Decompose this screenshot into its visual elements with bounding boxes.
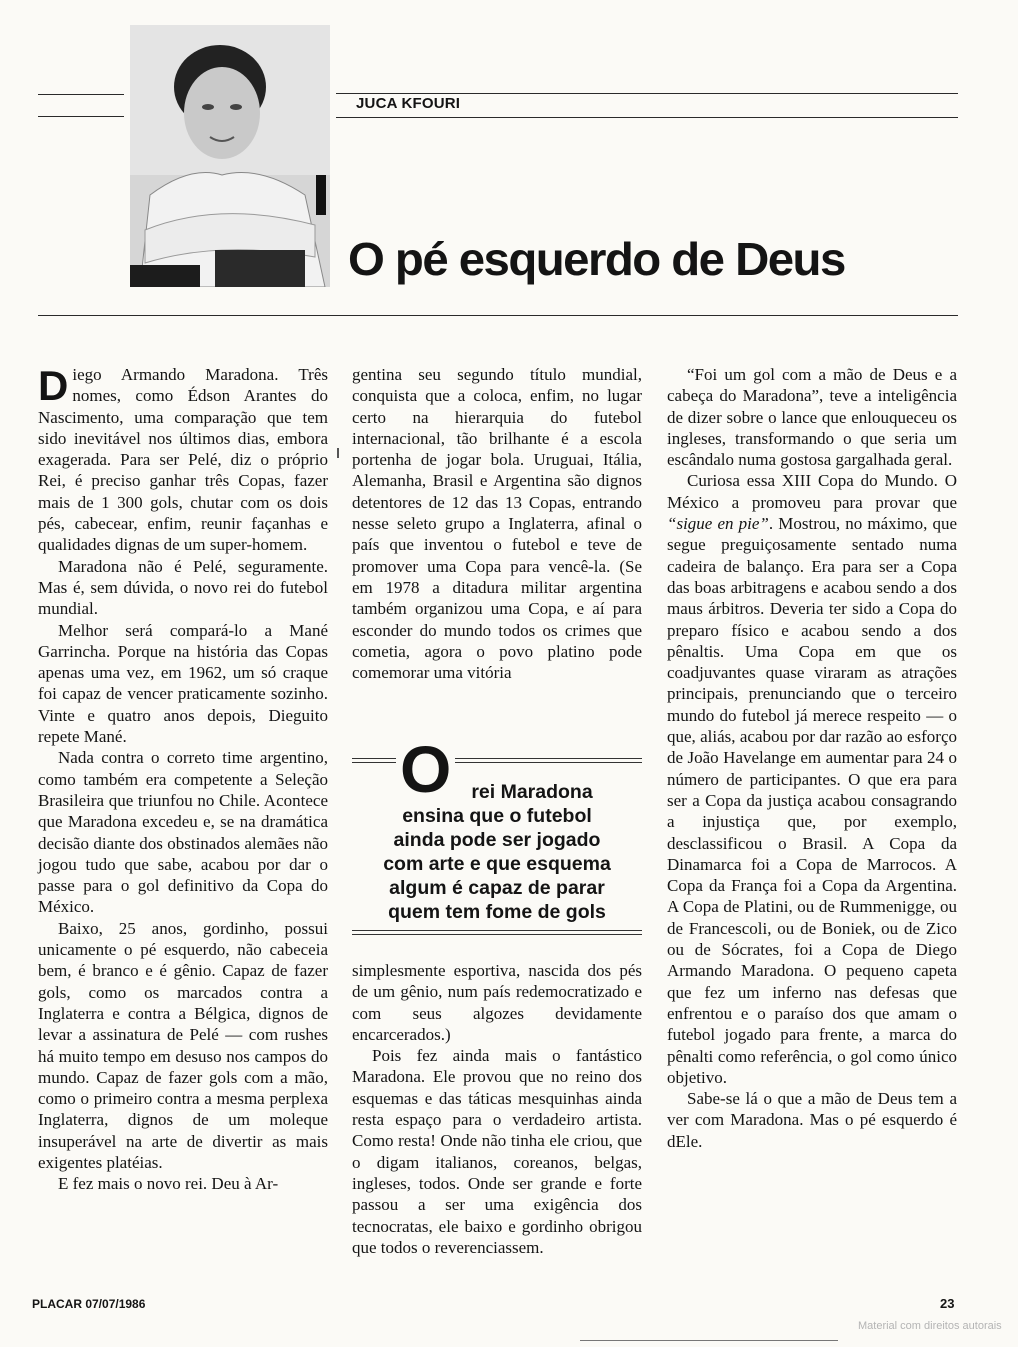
paragraph-text: . Mostrou, no máximo, que segue preguiçosamente sentado numa cadeira de balanço. Era para ser a Copa das boas arbitragens e acabou sendo a dos maus árbitros. Deveria ter sido a Copa do preparo físico e acabou sendo a dos pênaltis. Uma Copa em que os coadjuvantes quase viraram as atrações principais, prenunciando que o terceiro mundo do futebol já merece respeito — o que, aliás, acabou por dar razão ao esforço de João Havelange em aumentar para 24 o número de participantes. O que era para ser a Copa da justiça acabou consagrando a injustiça que, por exemplo, desclassificou o Brasil. A Copa da Dinamarca foi a Copa de Marrocos. A Copa da França foi a Copa da Argentina. A Copa de Platini, ou de Rummenigge, ou de Francescoli, ou de Boniek, ou de Zico ou de Sócrates, foi a Copa de Diego Armando Maradona. O pequeno capeta que fez um inferno nas defesas que enfrentou e o paraíso dos que amam o futebol jogado para frente, a marca do pênalti como referência, o gol como único objetivo. [667,514,957,1087]
pull-quote-line: quem tem fome de gols [388,901,606,923]
paragraph: Sabe-se lá o que a mão de Deus tem a ver com Maradona. Mas o pé esquerdo é dEle. [667,1089,957,1151]
paragraph-text: Curiosa essa XIII Copa do Mundo. O México a promoveu para provar que [667,471,957,512]
paragraph: simplesmente esportiva, nascida dos pés de um gênio, num país redemocratizado e com seus algozes devidamente encarcerados.) [352,961,642,1044]
paragraph: gentina seu segundo título mundial, conquista que a coloca, enfim, no lugar certo na hierarquia do futebol internacional, tão brilhante é a escola portenha de jogar bola. Uruguai, Itália, Alemanha, Brasil e Argentina são dignos detentores de 12 das 13 Copas, entrando nesse seleto grupo a Inglaterra, afinal o país que inventou o futebol e teve de promover uma Copa para vencê-la. (Se em 1978 a ditadura militar argentina também organizou uma Copa, e aí para esconder do mundo todos os crimes que cometia, agora o povo platino pode comemorar uma vitória [352,365,642,683]
quoted-phrase: “sigue en pie” [667,514,769,534]
paragraph: E fez mais o novo rei. Deu à Ar- [58,1174,279,1194]
pull-quote-rule-bottom [352,930,642,931]
footer-rule [580,1340,838,1341]
paragraph: Maradona não é Pelé, seguramente. Mas é, sem dúvida, o novo rei do futebol mundial. [38,556,328,619]
pull-quote-line: algum é capaz de parar [389,877,605,899]
author-name: JUCA KFOURI [356,95,461,112]
header-rule-left-top [38,94,124,95]
article-column-1 [38,364,328,1195]
paragraph [667,470,957,1088]
header-rule-right-top [336,93,958,94]
pull-quote-text [358,780,636,924]
author-portrait-image [130,25,330,287]
page-number: 23 [940,1296,955,1311]
header-rule-left-bottom [38,116,124,117]
paragraph: Baixo, 25 anos, gordinho, possui unicamente o pé esquerdo, não cabeceia bem, é branco e é gênio. Capaz de fazer gols, como os marcados contra a Inglaterra e contra a Bélgica, dignos de levar a assinatura de Pelé — com rushes há muito tempo em desuso nos campos do mundo. Capaz de fazer gols com a mão, como o primeiro contra a mesma perplexa Inglaterra, dignos de um moleque insuperável na arte de divertir as mais exigentes platéias. [38,918,328,1172]
pull-quote-initial: O [396,736,455,802]
drop-cap: D [38,362,69,409]
headline: O pé esquerdo de Deus [348,233,845,285]
header-rule-right-bottom [336,117,958,118]
pull-quote-line: ensina que o futebol [402,805,592,827]
author-photo [130,25,330,287]
paragraph: “Foi um gol com a mão de Deus e a cabeça do Maradona”, teve a inteligência de dizer sobre o lance que enlouqueceu os ingleses, transformando o que seria um escândalo numa gostosa gargalhada geral. [667,365,957,470]
paragraph-text: iego Armando Maradona. Três nomes, como Édson Arantes do Nascimento, uma comparação que tem sido inevitável nos últimos dias, embora exagerada. Para ser Pelé, diz o próprio Rei, é preciso ganhar três Copas, fazer mais de 1 300 gols, chutar com os dois pés, cabecear, enfim, reunir façanhas e qualidades dignas de um super-homem. [38,365,328,555]
pull-quote-line: rei Maradona [471,781,593,803]
copyright-watermark: Material com direitos autorais [858,1320,1002,1332]
paragraph: Pois fez ainda mais o fantástico Maradona. Ele provou que no reino dos esquemas e das táticas mesquinhas ainda resta espaço para o verdadeiro artista. Como resta! Onde não tinha ele criou, que o digam italianos, coreanos, belgas, ingleses, todos. Onde ser grande e forte passou a ser uma exigência dos tecnocratas, ele baixo e gordinho obrigou que todos o reverenciassem. [352,1046,642,1257]
publication-date: PLACAR 07/07/1986 [32,1297,146,1311]
article-column-3 [667,364,957,1152]
column-divider-mark [337,448,339,458]
pull-quote [352,732,642,940]
paragraph: Nada contra o correto time argentino, como também era competente a Seleção Brasileira que triunfou no Chile. Acontece que Maradona excedeu e, se na dramática decisão diante dos obstinados alemães não jogou tudo que sabe, acabou por dar o passe para o gol definitivo da Copa do México. [38,748,328,917]
paragraph: Melhor será compará-lo a Mané Garrincha. Porque na história das Copas apenas uma vez, em 1962, um só craque foi capaz de vencer praticamente sozinho. Vinte e quatro anos depois, Dieguito repete Mané. [38,620,328,747]
pull-quote-line: com arte e que esquema [383,853,611,875]
headline-rule [38,315,958,316]
article-column-2-bottom [352,960,642,1258]
pull-quote-rule-bottom-2 [352,934,642,935]
pull-quote-line: ainda pode ser jogado [393,829,601,851]
paragraph [38,364,328,556]
article-column-2-top [352,364,642,683]
